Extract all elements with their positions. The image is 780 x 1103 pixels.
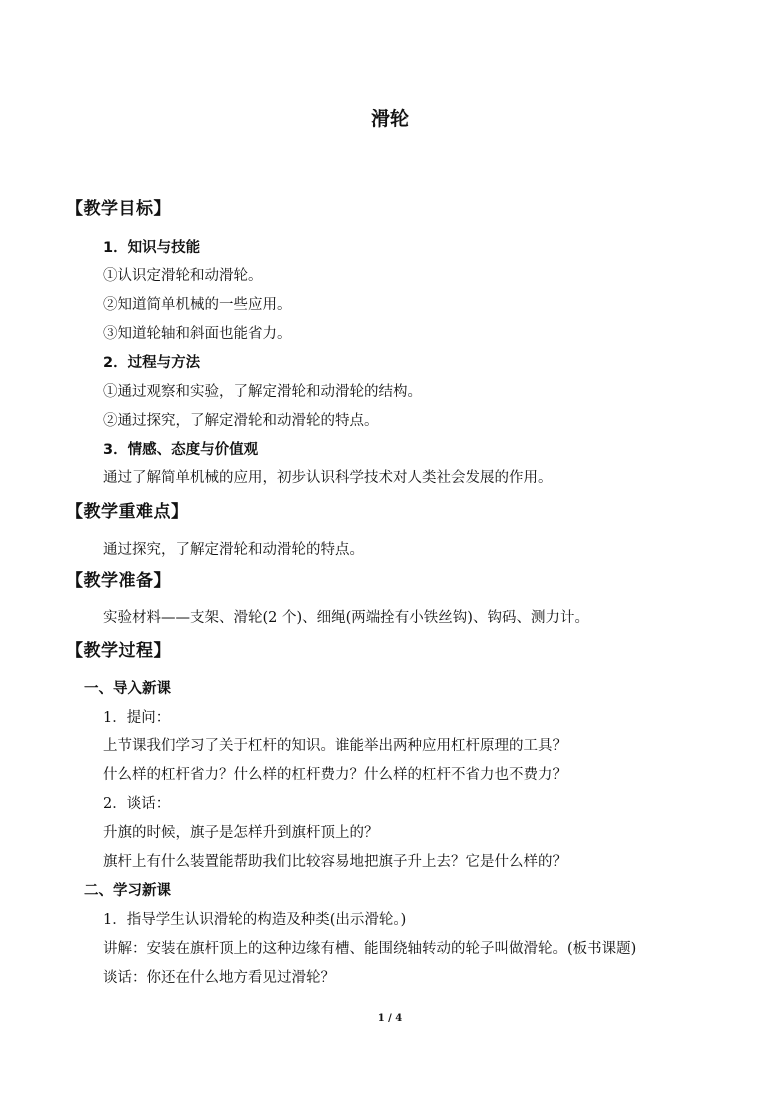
- preparation-text: 实验材料——支架、滑轮(2 个)、细绳(两端拴有小铁丝钩)、钩码、测力计。: [103, 610, 589, 626]
- process-line: 旗杆上有什么装置能帮助我们比较容易地把旗子升上去？它是什么样的？: [103, 854, 567, 870]
- page-number: 1 / 4: [377, 1013, 403, 1024]
- process-line: 2．谈话：: [103, 796, 171, 812]
- subhead-knowledge: 1．知识与技能: [103, 240, 201, 256]
- process-line: 上节课我们学习了关于杠杆的知识。谁能举出两种应用杠杆原理的工具？: [103, 738, 567, 754]
- heading-key-points: 【教学重难点】: [66, 502, 189, 522]
- heading-preparation: 【教学准备】: [66, 571, 171, 591]
- heading-goals: 【教学目标】: [66, 199, 171, 219]
- heading-process: 【教学过程】: [66, 641, 171, 661]
- process-line: 讲解：安装在旗杆顶上的这种边缘有槽、能围绕轴转动的轮子叫做滑轮。(板书课题): [103, 941, 637, 957]
- subhead-attitude: 3．情感、态度与价值观: [103, 442, 259, 458]
- process-line: 1．指导学生认识滑轮的构造及种类(出示滑轮。): [103, 912, 407, 928]
- process-line: 谈话：你还在什么地方看见过滑轮？: [103, 970, 335, 986]
- key-points-text: 通过探究，了解定滑轮和动滑轮的特点。: [103, 542, 364, 558]
- goal-line: 通过了解简单机械的应用，初步认识科学技术对人类社会发展的作用。: [103, 470, 553, 486]
- goal-line: ③知道轮轴和斜面也能省力。: [103, 326, 292, 342]
- part-heading-intro: 一、导入新课: [84, 681, 171, 697]
- goal-line: ②知道简单机械的一些应用。: [103, 297, 292, 313]
- part-heading-new-lesson: 二、学习新课: [84, 883, 171, 899]
- process-line: 1．提问：: [103, 710, 171, 726]
- process-line: 升旗的时候，旗子是怎样升到旗杆顶上的？: [103, 825, 379, 841]
- subhead-process-method: 2．过程与方法: [103, 355, 201, 371]
- process-line: 什么样的杠杆省力？什么样的杠杆费力？什么样的杠杆不省力也不费力？: [103, 767, 567, 783]
- document-title: 滑轮: [370, 108, 409, 130]
- goal-line: ①认识定滑轮和动滑轮。: [103, 268, 263, 284]
- goal-line: ②通过探究，了解定滑轮和动滑轮的特点。: [103, 413, 379, 429]
- goal-line: ①通过观察和实验，了解定滑轮和动滑轮的结构。: [103, 384, 422, 400]
